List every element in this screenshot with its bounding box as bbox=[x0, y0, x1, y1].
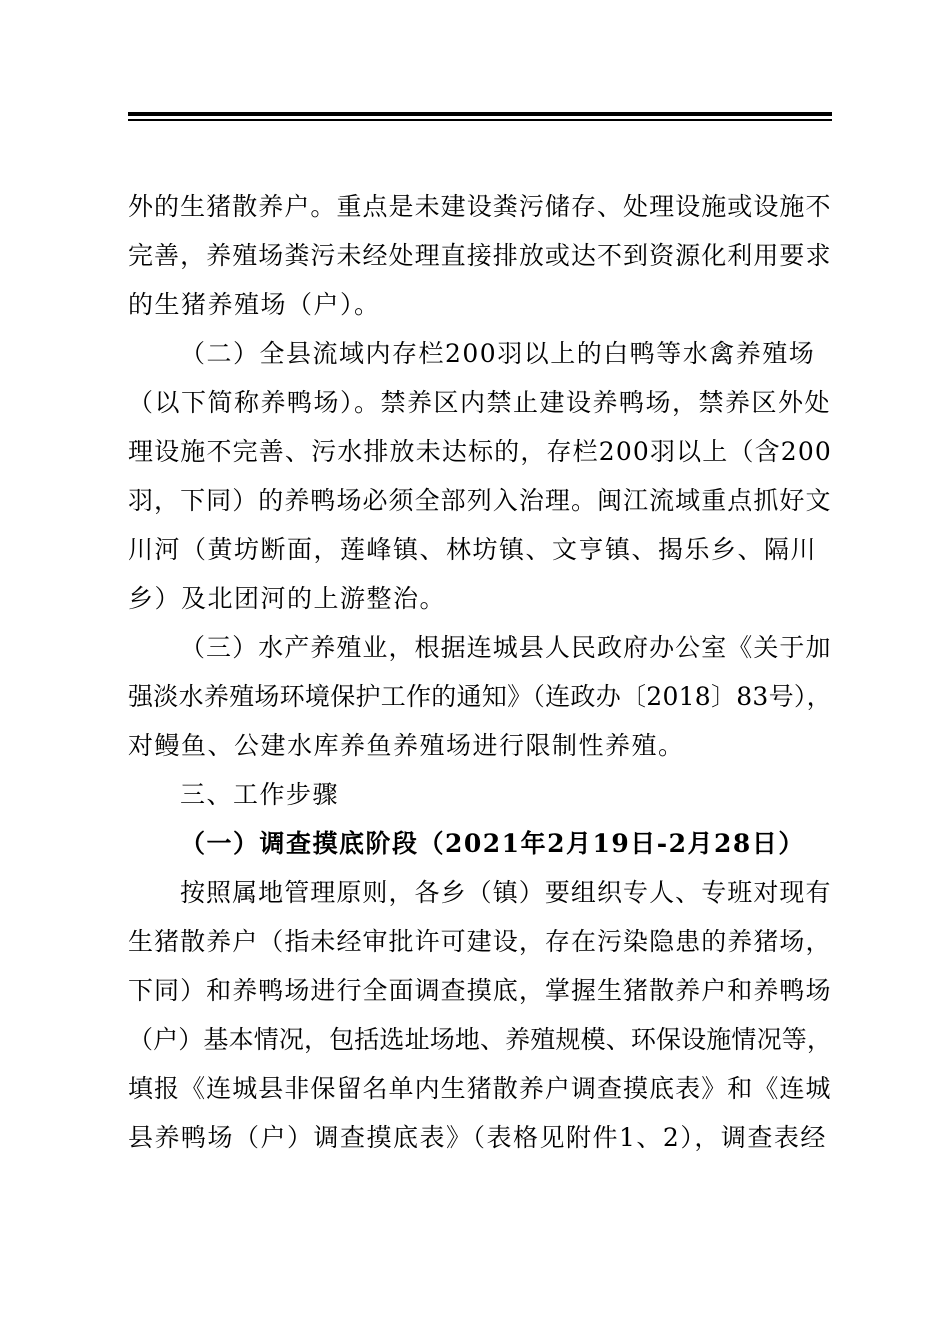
text-line: 强淡水养殖场环境保护工作的通知》（连政办〔2018〕83号）， bbox=[128, 682, 832, 711]
paragraph-start: （三）水产养殖业，根据连城县人民政府办公室《关于加 bbox=[180, 633, 832, 662]
subsection-heading: （一）调查摸底阶段（2021年2月19日-2月28日） bbox=[180, 829, 805, 858]
text-line: （以下简称养鸭场）。禁养区内禁止建设养鸭场，禁养区外处 bbox=[128, 388, 832, 417]
text-line: 理设施不完善、污水排放未达标的，存栏200羽以上（含200 bbox=[128, 437, 832, 466]
text-line: 外的生猪散养户。重点是未建设粪污储存、处理设施或设施不 bbox=[128, 192, 832, 221]
text-line: 川河（黄坊断面，莲峰镇、林坊镇、文亨镇、揭乐乡、隔川 bbox=[128, 535, 818, 564]
text-line: 的生猪养殖场（户）。 bbox=[128, 290, 381, 319]
header-rule-thick bbox=[128, 112, 832, 116]
text-line: 下同）和养鸭场进行全面调查摸底，掌握生猪散养户和养鸭场 bbox=[128, 976, 832, 1005]
text-line: 羽，下同）的养鸭场必须全部列入治理。闽江流域重点抓好文 bbox=[128, 486, 832, 515]
header-rule-thin bbox=[128, 119, 832, 121]
text-line: 对鳗鱼、公建水库养鱼养殖场进行限制性养殖。 bbox=[128, 731, 685, 760]
text-line: （户）基本情况，包括选址场地、养殖规模、环保设施情况等， bbox=[128, 1025, 833, 1054]
text-line: 生猪散养户（指未经审批许可建设，存在污染隐患的养猪场， bbox=[128, 927, 832, 956]
text-line: 县养鸭场（户）调查摸底表》（表格见附件1、2），调查表经 bbox=[128, 1123, 827, 1152]
paragraph-start: 按照属地管理原则，各乡（镇）要组织专人、专班对现有 bbox=[180, 878, 832, 907]
text-line: 乡）及北团河的上游整治。 bbox=[128, 584, 447, 613]
paragraph-start: （二）全县流域内存栏200羽以上的白鸭等水禽养殖场 bbox=[180, 339, 816, 368]
text-line: 完善，养殖场粪污未经处理直接排放或达不到资源化利用要求 bbox=[128, 241, 832, 270]
text-line: 填报《连城县非保留名单内生猪散养户调查摸底表》和《连城 bbox=[128, 1074, 832, 1103]
section-heading: 三、工作步骤 bbox=[180, 780, 340, 809]
